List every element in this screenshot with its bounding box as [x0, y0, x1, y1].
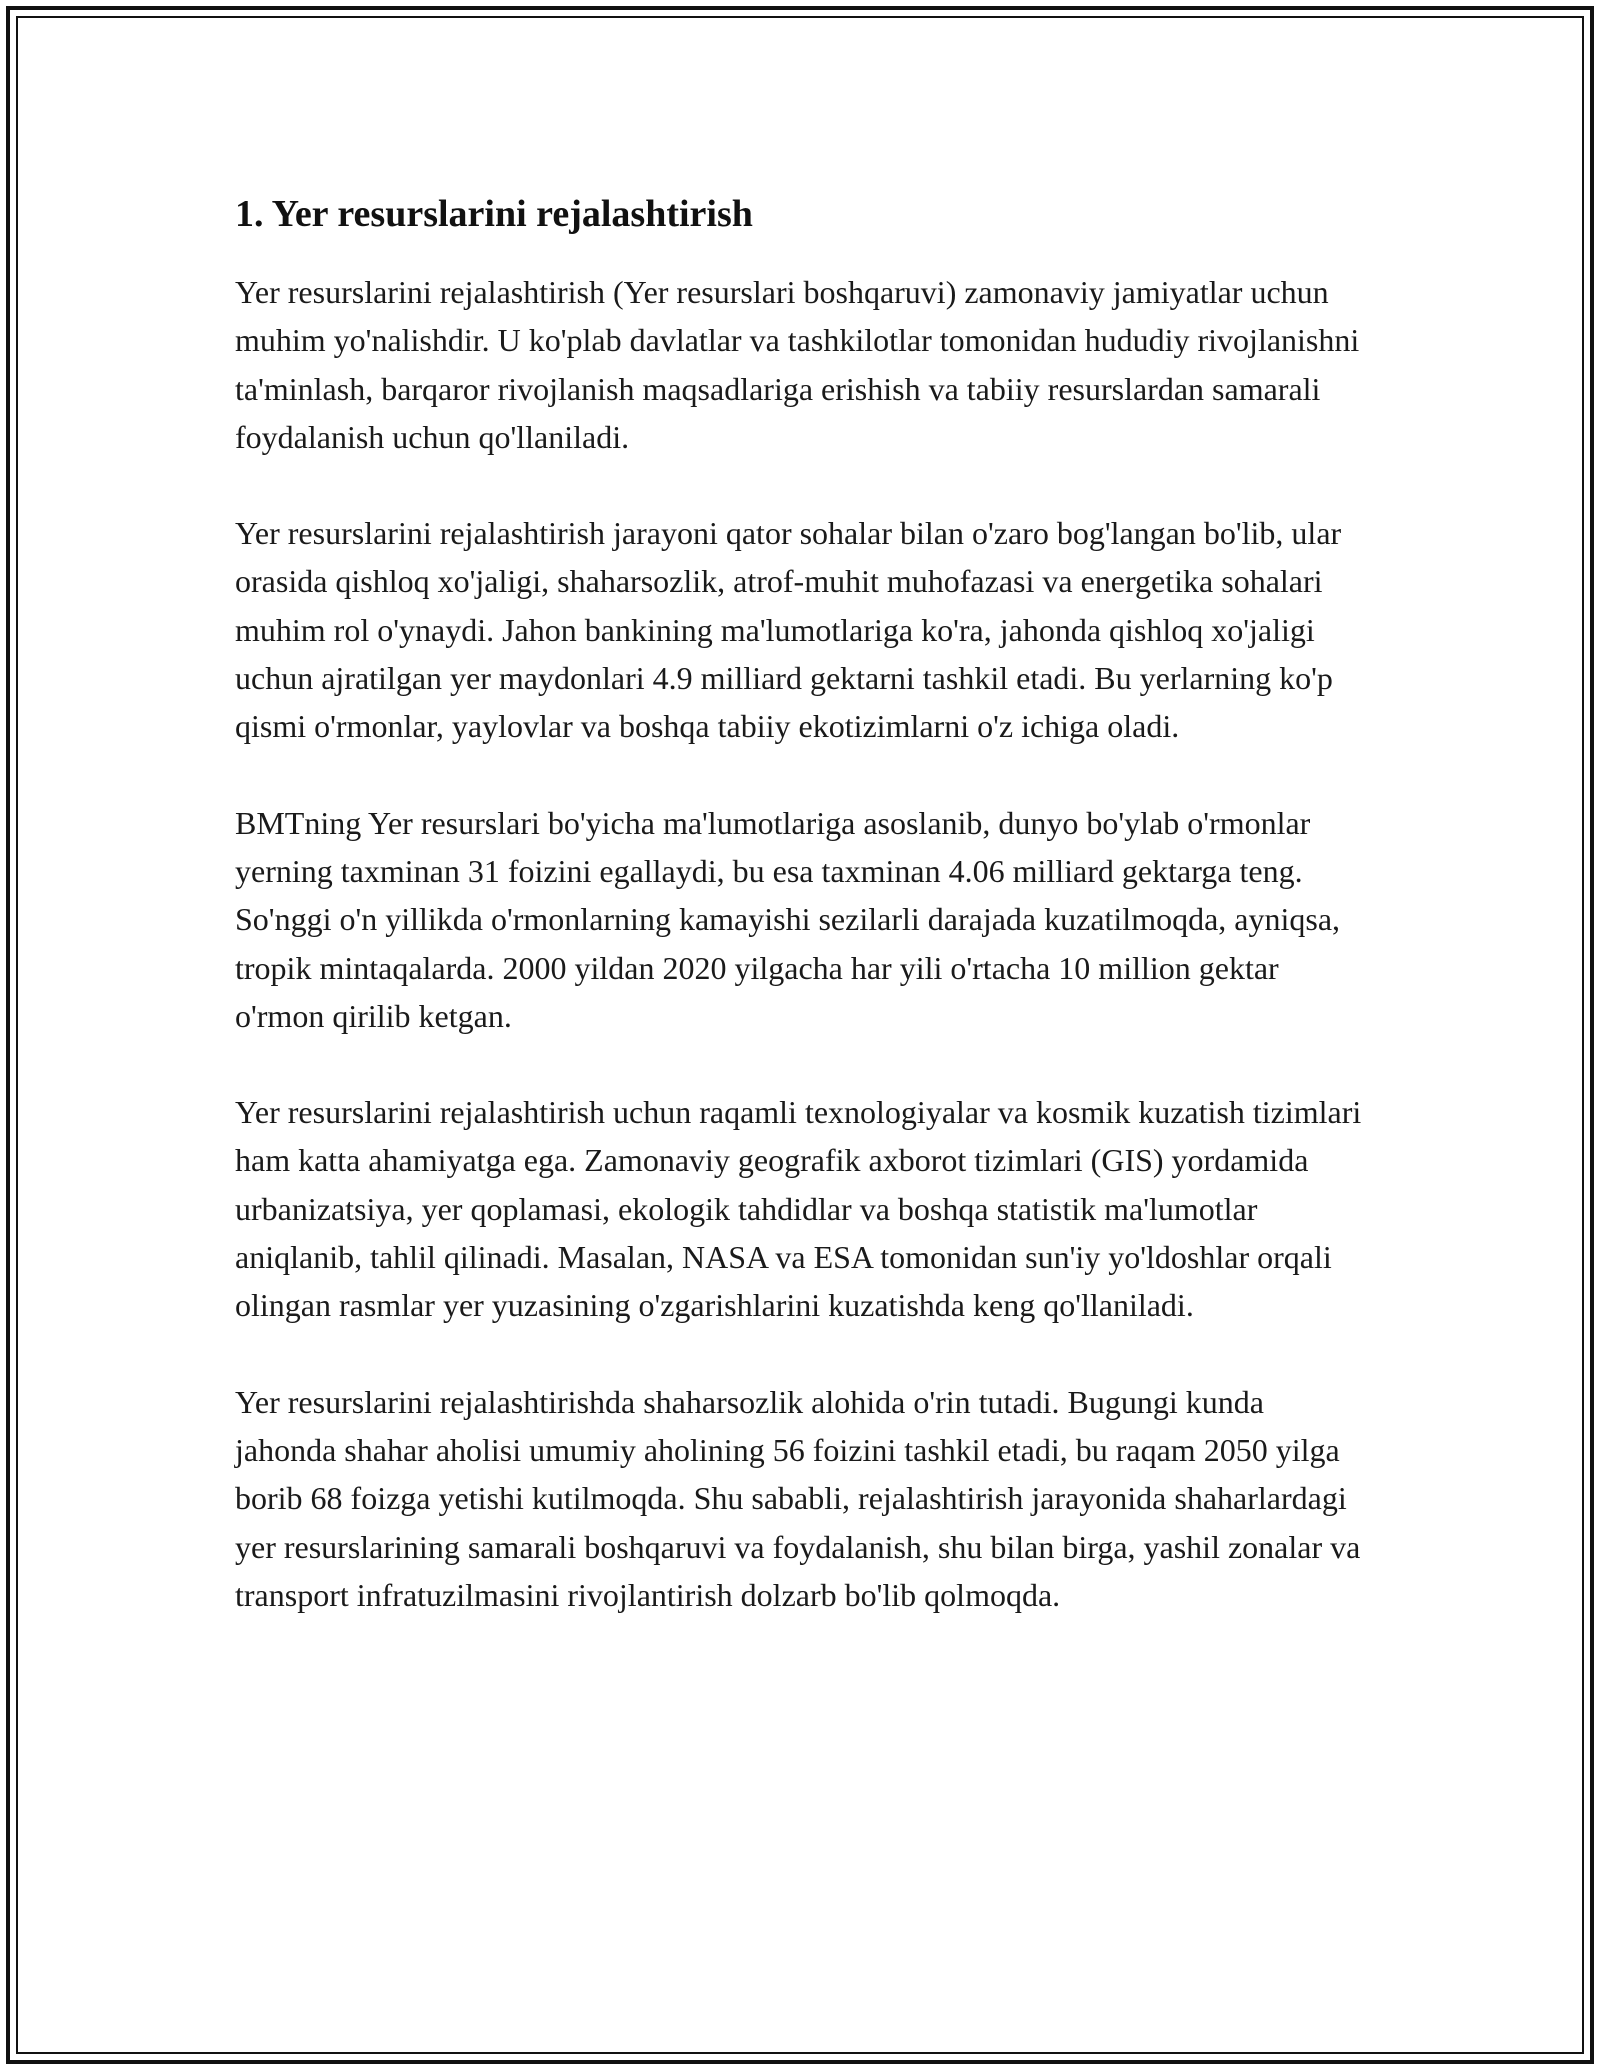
- section-title: 1. Yer resurslarini rejalashtirish: [235, 193, 753, 235]
- paragraph-1: Yer resurslarini rejalashtirish (Yer resurslari boshqaruvi) zamonaviy jamiyatlar uchun muhim yo'nalishdir. U ko'plab davlatlar va tashkilotlar tomonidan hududiy rivojlanishni ta'minlash, barqaror rivojlanish maqsadlariga erishish va tabiiy resurslardan samarali foydalanish uchun qo'llaniladi.: [235, 274, 1360, 455]
- paragraph-5: Yer resurslarini rejalashtirishda shaharsozlik alohida o'rin tutadi. Bugungi kunda jahonda shahar aholisi umumiy aholining 56 foizini tashkil etadi, bu raqam 2050 yilga borib 68 foizga yetishi kutilmoqda. Shu sababli, rejalashtirish jarayonida shaharlardagi yer resurslarining samarali boshqaruvi va foydalanish, shu bilan birga, yashil zonalar va transport infratuzilmasini rivojlantirish dolzarb bo'lib qolmoqda.: [235, 1383, 1361, 1613]
- document-body: [235, 188, 1370, 1667]
- paragraph-2: Yer resurslarini rejalashtirish jarayoni qator sohalar bilan o'zaro bog'langan bo'lib, ular orasida qishloq xo'jaligi, shaharsozlik, atrof-muhit muhofazasi va energetika sohalari muhim rol o'ynaydi. Jahon bankining ma'lumotlariga ko'ra, jahonda qishloq xo'jaligi uchun ajratilgan yer maydonlari 4.9 milliard gektarni tashkil etadi. Bu yerlarning ko'p qismi o'rmonlar, yaylovlar va boshqa tabiiy ekotizimlarni o'z ichiga oladi.: [235, 515, 1342, 745]
- paragraph-3: BMTning Yer resurslari bo'yicha ma'lumotlariga asoslanib, dunyo bo'ylab o'rmonlar yerning taxminan 31 foizini egallaydi, bu esa taxminan 4.06 milliard gektarga teng. So'nggi o'n yillikda o'rmonlarning kamayishi sezilarli darajada kuzatilmoqda, ayniqsa, tropik mintaqalarda. 2000 yildan 2020 yilgacha har yili o'rtacha 10 million gektar o'rmon qirilib ketgan.: [235, 804, 1341, 1034]
- paragraph-4: Yer resurslarini rejalashtirish uchun raqamli texnologiyalar va kosmik kuzatish tizimlari ham katta ahamiyatga ega. Zamonaviy geografik axborot tizimlari (GIS) yordamida urbanizatsiya, yer qoplamasi, ekologik tahdidlar va boshqa statistik ma'lumotlar aniqlanib, tahlil qilinadi. Masalan, NASA va ESA tomonidan sun'iy yo'ldoshlar orqali olingan rasmlar yer yuzasining o'zgarishlarini kuzatishda keng qo'llaniladi.: [235, 1094, 1362, 1324]
